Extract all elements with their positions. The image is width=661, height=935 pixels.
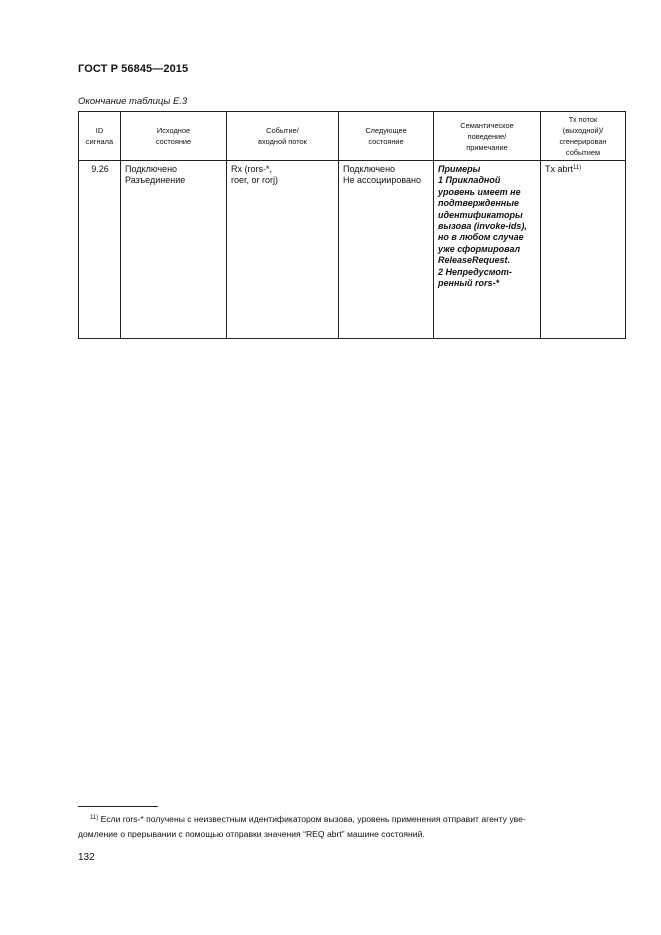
cell-line: roer, or rorj) — [231, 175, 279, 186]
footnote-text-1: Если rors-* получены с неизвестным идентификатором вызова, уровень применения отправит агенту уве- — [98, 814, 526, 824]
cell-line: Rx (rors-*, — [231, 164, 272, 174]
header-text: примечание — [466, 142, 508, 152]
cell-line: Подключено — [125, 164, 178, 174]
footnote-reference[interactable]: 11) — [573, 165, 582, 171]
cell-event — [227, 161, 339, 339]
cell-next-state — [339, 161, 434, 339]
header-text: Исходное — [156, 126, 191, 135]
header-text: сгенерирован — [559, 137, 607, 146]
table-header-row — [79, 112, 626, 161]
cell-initial-state — [121, 161, 227, 339]
header-semantics — [434, 112, 541, 161]
footnote — [78, 812, 625, 841]
header-event — [227, 112, 339, 161]
footnote-line-2: домление о прерывании с помощью отправки значения “REQ abrt” машине состояний. — [78, 828, 425, 839]
header-text: Событие/ — [266, 126, 299, 135]
cell-line: вызова (invoke-ids), — [438, 221, 527, 232]
document-header: ГОСТ Р 56845—2015 — [78, 63, 189, 75]
header-text: сигнала — [85, 137, 114, 146]
header-text: поведение/ — [467, 131, 507, 141]
cell-line: уровень имеет не — [438, 186, 521, 197]
header-text: входной поток — [258, 137, 307, 146]
cell-tx-text: Tx abrt — [545, 164, 574, 174]
cell-line: Не ассоциировано — [343, 175, 421, 186]
footnote-marker: 11) — [90, 815, 99, 821]
header-text: ID — [95, 126, 104, 135]
cell-line: уже сформировал — [438, 243, 521, 254]
header-text: Тх поток — [568, 115, 598, 124]
header-text: Следующее — [365, 126, 407, 135]
cell-signal-id: 9.26 — [79, 161, 121, 339]
cell-line: 1 Прикладной — [438, 175, 501, 186]
cell-tx-stream — [541, 161, 626, 339]
page-number: 132 — [78, 852, 95, 863]
header-text: состояние — [368, 137, 404, 146]
cell-line: подтвержденные — [438, 198, 519, 209]
cell-line: идентификаторы — [438, 209, 523, 220]
cell-line: но в любом случае — [438, 232, 524, 243]
header-signal-id — [79, 112, 121, 161]
header-initial-state — [121, 112, 227, 161]
cell-semantics — [434, 161, 541, 339]
cell-line: Подключено — [343, 164, 396, 174]
header-text: событием — [565, 148, 601, 157]
cell-line: ReleaseRequest. — [438, 255, 511, 266]
table-row — [79, 161, 626, 339]
cell-line: Разъединение — [125, 175, 186, 186]
footnote-line-1 — [78, 812, 625, 827]
table-caption: Окончание таблицы Е.3 — [78, 96, 188, 107]
signal-table — [78, 111, 626, 339]
header-text: состояние — [155, 137, 192, 146]
cell-line: ренный rors-* — [438, 278, 500, 289]
footnote-divider — [78, 806, 158, 807]
header-tx-stream — [541, 112, 626, 161]
cell-line: Примеры — [438, 164, 481, 174]
header-next-state — [339, 112, 434, 161]
header-text: Семантическое — [460, 120, 514, 130]
cell-line: 2 Непредусмот- — [438, 266, 512, 277]
header-text: (выходной)/ — [562, 126, 604, 135]
